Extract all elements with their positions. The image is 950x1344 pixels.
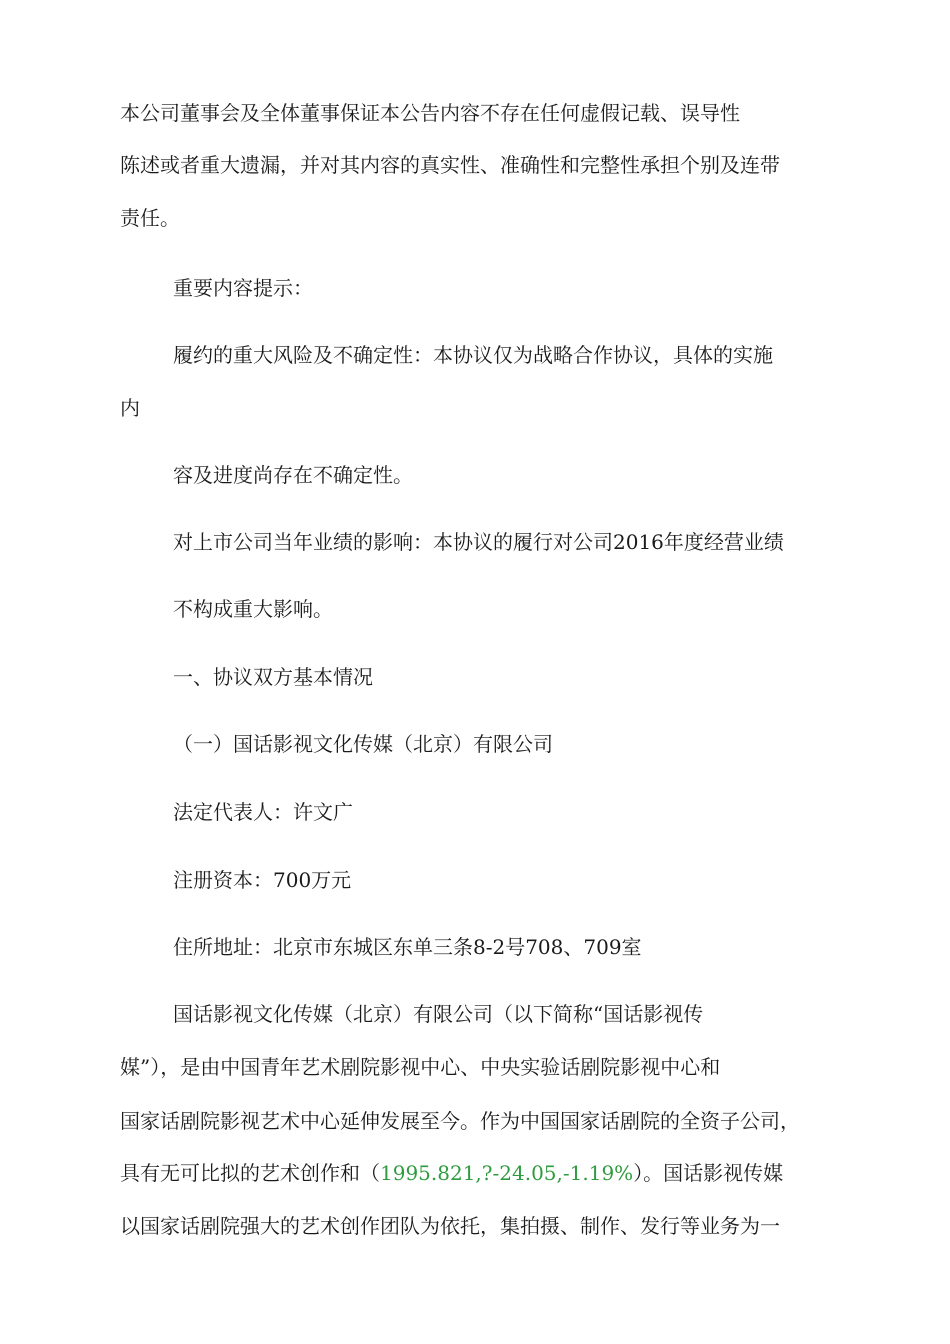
impact-line-2: 不构成重大影响。 (173, 597, 333, 621)
legal-representative: 法定代表人：许文广 (173, 800, 353, 824)
intro-line-5: 以国家话剧院强大的艺术创作团队为依托，集拍摄、制作、发行等业务为一 (120, 1214, 780, 1238)
risk-line-2: 内 (120, 396, 140, 420)
intro-line-2: 媒”），是由中国青年艺术剧院影视中心、中央实验话剧院影视中心和 (120, 1055, 721, 1079)
section-heading-parties: 一、协议双方基本情况 (173, 665, 373, 689)
risk-line-3: 容及进度尚存在不确定性。 (173, 463, 413, 487)
intro-line-4-suffix: ）。国话影视传媒 (633, 1161, 784, 1185)
risk-line-1: 履约的重大风险及不确定性：本协议仅为战略合作协议，具体的实施 (173, 343, 773, 367)
intro-line-4 (120, 1159, 783, 1187)
registered-capital: 注册资本：700万元 (173, 868, 352, 892)
disclaimer-line-2: 陈述或者重大遗漏，并对其内容的真实性、准确性和完整性承担个别及连带 (120, 153, 780, 177)
impact-line-1: 对上市公司当年业绩的影响：本协议的履行对公司2016年度经营业绩 (173, 530, 784, 554)
disclaimer-line-3: 责任。 (120, 206, 180, 230)
stock-ticker-link[interactable]: 1995.821,?-24.05,-1.19% (380, 1161, 634, 1185)
intro-line-1: 国话影视文化传媒（北京）有限公司（以下简称“国话影视传 (173, 1002, 704, 1026)
subsection-heading-company: （一）国话影视文化传媒（北京）有限公司 (173, 732, 553, 756)
intro-line-4-prefix: 具有无可比拟的艺术创作和（ (120, 1161, 380, 1185)
intro-line-3: 国家话剧院影视艺术中心延伸发展至今。作为中国国家话剧院的全资子公司， (120, 1109, 800, 1133)
disclaimer-line-1: 本公司董事会及全体董事保证本公告内容不存在任何虚假记载、误导性 (120, 101, 740, 125)
company-address: 住所地址：北京市东城区东单三条8-2号708、709室 (173, 935, 642, 959)
section-heading-key-points: 重要内容提示： (173, 276, 313, 300)
